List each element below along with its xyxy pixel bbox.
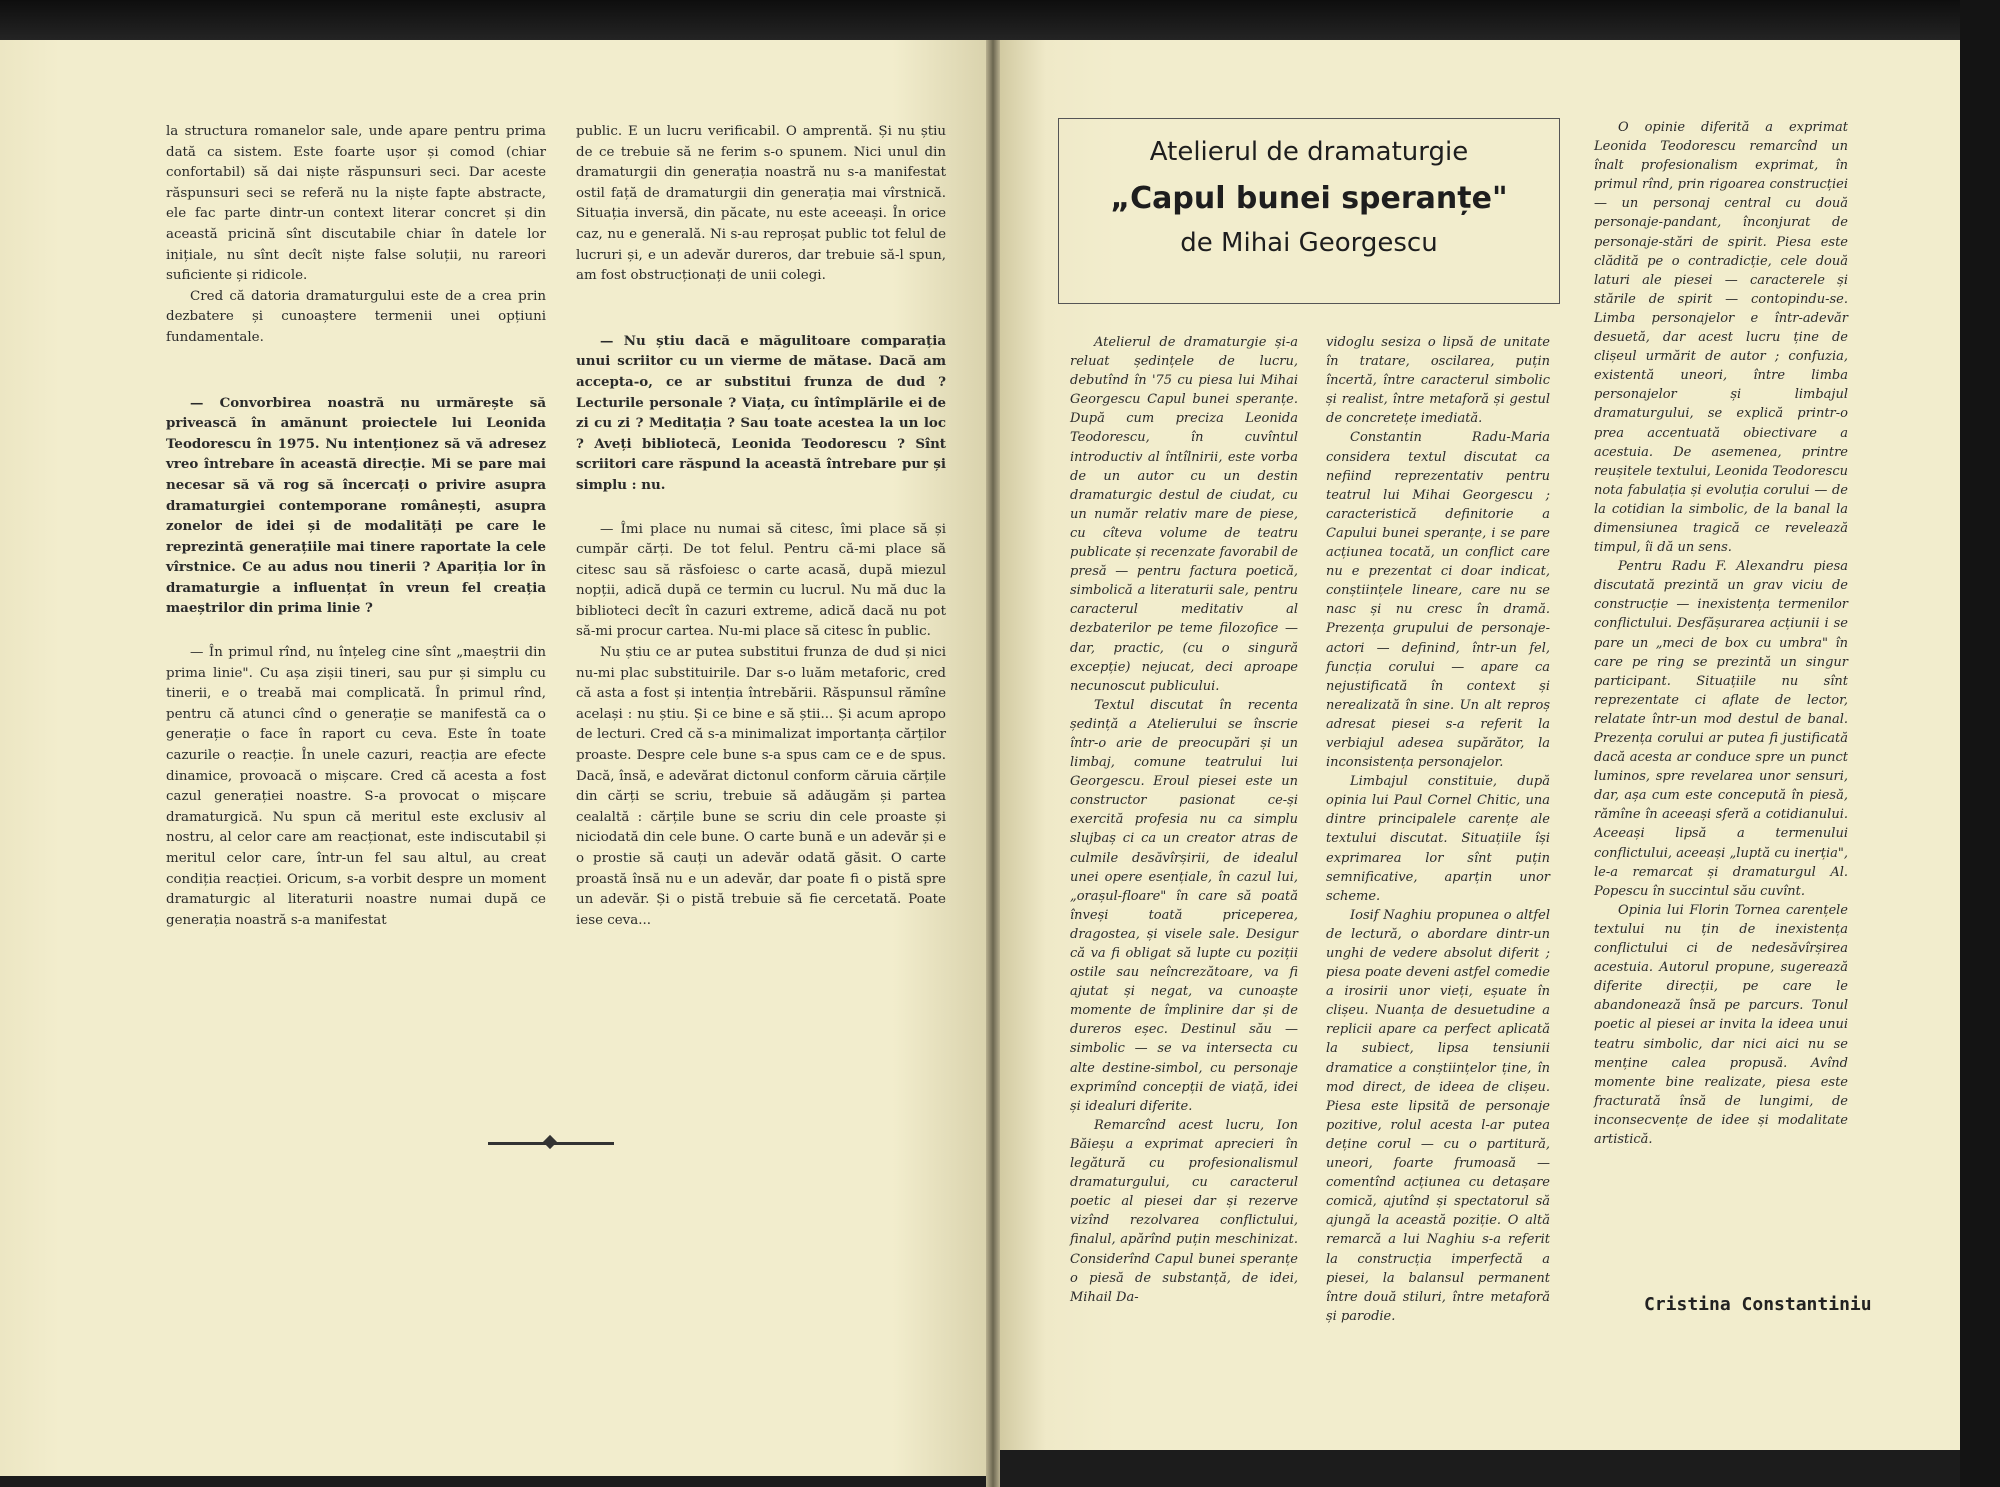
paragraph: vidoglu sesiza o lipsă de unitate în tratare, oscilarea, puțin încertă, între caracterul simbolic și realist, între metaforă și gestul de concretețe imediată. (1326, 335, 1550, 427)
book-edge (1960, 0, 2000, 1487)
title-line-2: „Capul bunei speranțe" (1110, 181, 1508, 216)
paragraph: Cred că datoria dramaturgului este de a crea prin dezbatere și cunoaștere termenii unei opțiuni fundamentale. (166, 288, 546, 345)
interview-question: — Convorbirea noastră nu urmărește să privească în amănunt proiectele lui Leonida Teodorescu în 1975. Nu intenționez să vă adresez vreo întrebare în această direcție. Mi se pare mai necesar să vă rog să încercați o privire asupra dramaturgiei contemporane românești, asupra zonelor de idei și de modalități pe care le reprezintă generațiile mai tinere raportate la cele vîrstnice. Ce au adus nou tinerii ? Apariția lor în dramaturgie a influențat în vreun fel creația maeștrilor din prima linie ? (166, 394, 546, 617)
title-line-3: de Mihai Georgescu (1180, 228, 1438, 258)
interview-question: — Nu știu dacă e măgulitoare comparația unui scriitor cu un vierme de mătase. Dacă am accepta-o, ce ar substitui frunza de dud ? Lecturile personale ? Viața, cu întîmplările ei de zi cu zi ? Meditația ? Sau toate acestea la un loc ? Aveți bibliotecă, Leonida Teodorescu ? Sînt scriitori care răspund la această întrebare pur și simplu : nu. (576, 332, 946, 493)
right-column-1 (1070, 333, 1298, 1307)
book-binding-top (0, 0, 2000, 44)
left-column-1 (166, 122, 546, 931)
article-title-box (1058, 118, 1560, 304)
paragraph: Opinia lui Florin Tornea carențele textului nu țin de inexistența conflictului ci de nedesăvîrșirea acestuia. Autorul propune, sugerează diferite direcții, pe care le abandonează însă pe parcurs. Tonul poetic al piesei ar invita la ideea unui teatru simbolic, dar nici aici nu se menține calea propusă. Avînd momente bine realizate, piesa este fracturată însă de lungimi, de inconsecvențe de idee și modalitate artistică. (1594, 902, 1848, 1147)
title-line-1: Atelierul de dramaturgie (1149, 137, 1469, 167)
paragraph: — În primul rînd, nu înțeleg cine sînt „maeștrii din prima linie". Cu așa zișii tineri, sau pur și simplu cu tinerii, e o treabă mai complicată. În primul rînd, pentru că atunci cînd o generație se manifestă ca o generație o face în raport cu ceva. Este în toate cazurile o reacție. În unele cazuri, reacția are efecte dinamice, provoacă o mișcare. Cred că acesta a fost cazul generației noastre. S-a provocat o mișcare dramaturgică. Nu spun că meritul este exclusiv al nostru, al celor care am reacționat, este indiscutabil și meritul celor care, într-un fel sau altul, au creat condiția reacției. Oricum, s-a vorbit despre un moment dramaturgic al literaturii noastre numai după ce generația noastră s-a manifestat (166, 645, 546, 928)
paragraph: Pentru Radu F. Alexandru piesa discutată prezintă un grav viciu de construcție — inexistența termenilor conflictului. Desfășurarea acțiunii i se pare un „meci de box cu umbra" în care pe ring se prezintă un singur participant. Situațiile nu sînt reprezentate ci aflate de lector, relatate într-un mod destul de banal. Prezența corului ar putea fi justificată dacă acesta ar conduce spre un punct luminos, spre revelarea unor sensuri, dar, așa cum este concepută în piesă, rămîne în aceeași sferă a cotidianului. Aceeași lipsă a termenului conflictului, aceeași „luptă cu inerția", le-a remarcat și dramaturgul Al. Popescu în succintul său cuvînt. (1594, 559, 1848, 899)
book-gutter (986, 40, 1000, 1487)
paragraph: — Îmi place nu numai să citesc, îmi place să și cumpăr cărți. De tot felul. Pentru că-mi place să citesc sau să răsfoiesc o carte acasă, după miezul nopții, adică după ce termin cu lucrul. Nu mă duc la biblioteci decît în cazuri extreme, adică dacă nu pot să-mi procur cartea. Nu-mi place să citesc în public. (576, 521, 946, 640)
paragraph: Nu știu ce ar putea substitui frunza de dud și nici nu-mi plac substituirile. Dar s-o luăm metaforic, cred că asta a fost și intenția întrebării. Răspunsul rămîne același : nu știu. Și ce bine e să știi... Și acum apropo de lecturi. Cred că s-a minimalizat importanța cărților proaste. Despre cele bune s-a spus cam ce e de spus. Dacă, însă, e adevărat dictonul conform căruia cărțile din cărți se scriu, trebuie să adăugăm și partea cealaltă : cărțile bune se scriu din cele proaste și niciodată din cele bune. O carte bună e un adevăr și e o prostie să cauți un adevăr odată găsit. O carte proastă însă nu e un adevăr, dar poate fi o pistă spre un adevăr. Și o pistă trebuie să fie cercetată. Poate iese ceva... (576, 645, 946, 928)
paragraph: public. E un lucru verificabil. O amprentă. Și nu știu de ce trebuie să ne ferim s-o spunem. Nici unul din dramaturgii din generația noastră nu s-a manifestat ostil față de dramaturgii din generația mai vîrstnică. Situația inversă, din păcate, nu este aceeași. În orice caz, nu e generală. Ni s-au reproșat public tot felul de lucruri și, e un adevăr dureros, dar trebuie să-l spun, am fost obstrucționați de unii colegi. (576, 124, 946, 284)
paragraph: Atelierul de dramaturgie și-a reluat ședințele de lucru, debutînd în '75 cu piesa lui Mihai Georgescu Capul bunei speranțe. După cum preciza Leonida Teodorescu, în cuvîntul introductiv al întîlnirii, este vorba de un autor cu un destin dramaturgic destul de ciudat, cu un număr relativ mare de piese, cu cîteva volume de teatru publicate și recenzate favorabil de presă — pentru factura poetică, simbolică a literaturii sale, pentru caracterul meditativ al dezbaterilor pe teme filozofice — dar, practic, (cu o singură excepție) nejucat, deci aproape necunoscut publicului. (1070, 335, 1298, 694)
article-author: Cristina Constantiniu (1644, 1294, 1872, 1315)
paragraph: Iosif Naghiu propunea o altfel de lectură, o abordare dintr-un unghi de vedere absolut diferit ; piesa poate deveni astfel comedie a irosirii unor vieți, eșuate în clișeu. Nuanța de desuetudine a replicii apare ca perfect aplicată la subiect, lipsa tensiunii dramatice a conștiințelor ține, în mod direct, de ideea de clișeu. Piesa este lipsită de personaje pozitive, rolul acesta l-ar putea deține corul — cu o partitură, uneori, foarte frumoasă — comentînd acțiunea cu detașare comică, ajutînd și spectatorul să ajungă la această poziție. O altă remarcă a lui Naghiu s-a referit la construcția imperfectă a piesei, la balansul permanent între două stiluri, între metaforă și parodie. (1326, 907, 1550, 1324)
right-column-2 (1326, 333, 1550, 1326)
left-column-2 (576, 122, 946, 931)
paragraph: O opinie diferită a exprimat Leonida Teodorescu remarcînd un înalt profesionalism exprimat, în primul rînd, prin rigoarea construcției — un personaj central cu două personaje-pandant, înconjurat de personaje-stări de spirit. Piesa este clădită pe o contradicție, cele două laturi ale piesei — caracterele și stările de spirit — contopindu-se. Limba personajelor e într-adevăr desuetă, dar acest lucru ține de clișeul urmărit de autor ; confuzia, existentă uneori, între limba personajelor și limbajul dramaturgului, se explică printr-o prea accentuată obiectivare a acestuia. De asemenea, printre reușitele textului, Leonida Teodorescu nota fabulația și evoluția corului — de la cotidian la simbolic, de la banal la dimensiunea tragică ce revelează timpul, îi dă un sens. (1594, 120, 1848, 556)
paragraph: Limbajul constituie, după opinia lui Paul Cornel Chitic, una dintre principalele carențe ale textului discutat. Situațiile își exprimarea lor sînt puțin semnificative, aparțin unor scheme. (1326, 774, 1550, 904)
paragraph: Remarcînd acest lucru, Ion Băieșu a exprimat aprecieri în legătură cu profesionalismul dramaturgului, cu caracterul poetic al piesei dar și rezerve vizînd rezolvarea conflictului, finalul, apărînd puțin meschinizat. Considerînd Capul bunei speranțe o piesă de substanță, de idei, Mihail Da- (1070, 1117, 1298, 1305)
paragraph: Textul discutat în recenta ședință a Atelierului se înscrie într-o arie de preocupări și un limbaj, comune teatrului lui Georgescu. Eroul piesei este un constructor pasionat ce-și exercită profesia nu ca simplu slujbaș ci ca un creator atras de culmile desăvîrșirii, de idealul unei opere esențiale, în cazul lui, „orașul-floare" în care să poată înveși toată priceperea, dragostea, și visele sale. Desigur că va fi obligat să lupte cu poziții ostile sau neîncrezătoare, va fi ajutat și negat, va cunoaște momente de împlinire dar și de dureros eșec. Destinul său — simbolic — se va intersecta cu alte destine-simbol, cu personaje exprimînd concepții de viață, idei și idealuri diferite. (1070, 697, 1298, 1114)
right-column-3 (1594, 118, 1848, 1149)
paragraph: la structura romanelor sale, unde apare pentru prima dată ca sistem. Este foarte ușor și comod (chiar confortabil) să dai niște răspunsuri seci. Dar aceste răspunsuri seci se referă nu la niște fapte abstracte, ele fac parte dintr-un context literar concret și din această pricină sînt discutabile chiar în datele lor inițiale, nu sînt decît niște false soluții, nu rareori suficiente și ridicole. (166, 124, 546, 284)
paragraph: Constantin Radu-Maria considera textul discutat ca nefiind reprezentativ pentru teatrul lui Mihai Georgescu ; caracteristică definitorie a Capului bunei speranțe, i se pare acțiunea tocată, un conflict care nu e prezentat ci doar indicat, conștiințele lineare, care nu se nasc și nu cresc în dramă. Prezența grupului de personaje-actori — definind, într-un fel, funcția corului — apare ca nejustificată în context și nerealizată în sine. Un alt reproș adresat piesei s-a referit la verbiajul adesea supărător, la inconsistența personajelor. (1326, 430, 1550, 771)
